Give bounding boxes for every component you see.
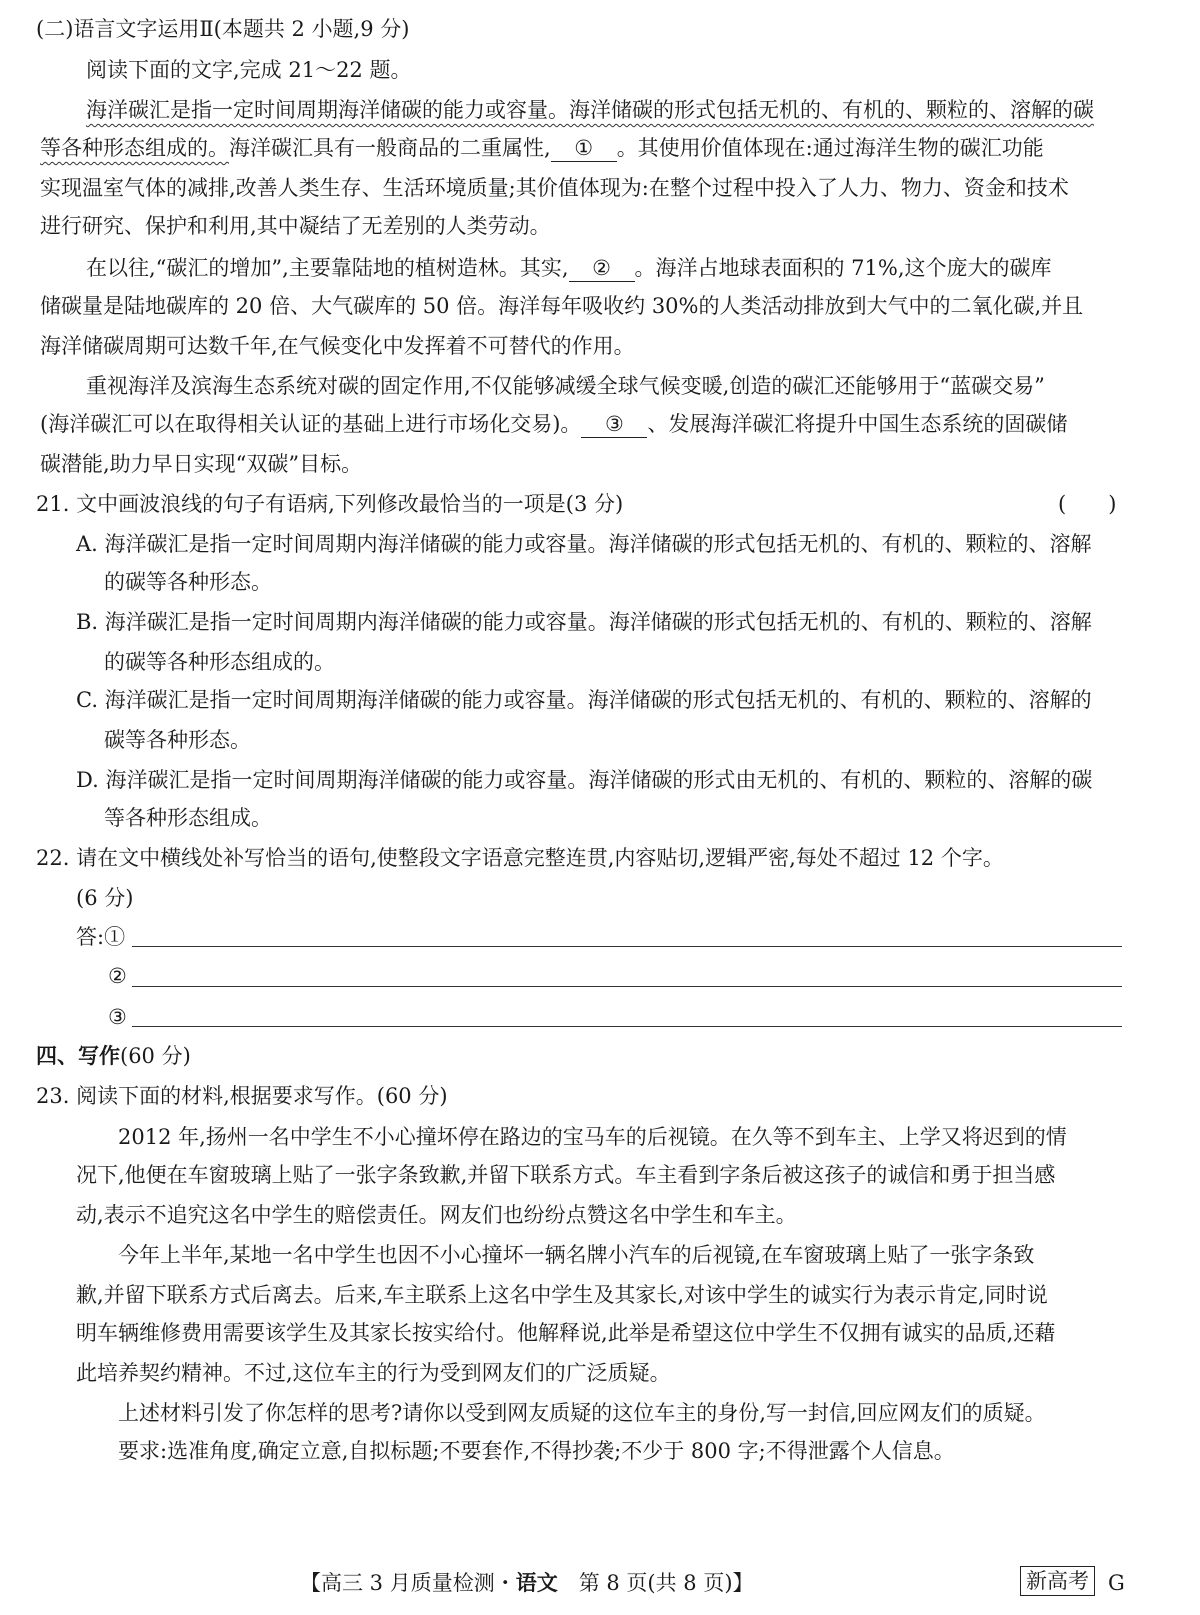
answer-line-2[interactable] — [132, 986, 1122, 987]
p3-text: (海洋碳汇可以在取得相关认证的基础上进行市场化交易)。 — [40, 412, 582, 436]
q22-points: (6 分) — [76, 886, 134, 910]
p1-text: 海洋碳汇具有一般商品的二重属性, — [229, 136, 551, 160]
writing-task: 上述材料引发了你怎样的思考?请你以受到网友质疑的这位车主的身份,写一封信,回应网友们的质疑。 — [118, 1401, 1046, 1425]
q21-option-d: D. 海洋碳汇是指一定时间周期海洋储碳的能力或容量。海洋储碳的形式由无机的、有机的、颗粒的、溶解的碳 — [76, 768, 1093, 792]
p2-text: 在以往,“碳汇的增加”,主要靠陆地的植树造林。其实, — [86, 256, 569, 280]
answer-label-3: ③ — [108, 1005, 127, 1029]
passage-p2-line3: 海洋储碳周期可达数千年,在气候变化中发挥着不可替代的作用。 — [40, 334, 635, 358]
blank-3: ③ — [581, 411, 647, 438]
passage-p1-line2 — [40, 133, 1044, 163]
q21-option-a: A. 海洋碳汇是指一定时间周期内海洋储碳的能力或容量。海洋储碳的形式包括无机的、有机的、颗粒的、溶解 — [76, 532, 1092, 556]
passage-p2-line2: 储碳量是陆地碳库的 20 倍、大气碳库的 50 倍。海洋每年吸收约 30%的人类活动排放到大气中的二氧化碳,并且 — [40, 294, 1084, 318]
page-footer — [300, 1568, 754, 1598]
section-4-header — [36, 1041, 191, 1071]
q21-stem: 21. 文中画波浪线的句子有语病,下列修改最恰当的一项是(3 分) — [36, 492, 624, 516]
passage-p3-line1: 重视海洋及滨海生态系统对碳的固定作用,不仅能够减缓全球气候变暖,创造的碳汇还能够用于“蓝碳交易” — [86, 374, 1045, 398]
q21-option-c: C. 海洋碳汇是指一定时间周期海洋储碳的能力或容量。海洋储碳的形式包括无机的、有机的、颗粒的、溶解的 — [76, 688, 1092, 712]
q21-option-b-cont: 的碳等各种形态组成的。 — [104, 650, 335, 674]
answer-label-1: 答:① — [76, 925, 126, 949]
footer-exam: 【高三 3 月质量检测・ — [300, 1571, 516, 1595]
material-1-line2: 况下,他便在车窗玻璃上贴了一张字条致歉,并留下联系方式。车主看到字条后被这孩子的诚信和勇于担当感 — [76, 1163, 1056, 1187]
q21-option-b: B. 海洋碳汇是指一定时间周期内海洋储碳的能力或容量。海洋储碳的形式包括无机的、有机的、颗粒的、溶解 — [76, 610, 1092, 634]
reading-intro: 阅读下面的文字,完成 21～22 题。 — [86, 58, 412, 82]
passage-p2-line1 — [86, 253, 1052, 283]
q21-option-c-cont: 碳等各种形态。 — [104, 728, 251, 752]
material-2-line1: 今年上半年,某地一名中学生也因不小心撞坏一辆名牌小汽车的后视镜,在车窗玻璃上贴了一张字条致 — [118, 1243, 1035, 1267]
writing-requirements: 要求:选准角度,确定立意,自拟标题;不要套作,不得抄袭;不少于 800 字;不得泄露个人信息。 — [118, 1439, 955, 1463]
passage-p1-line3: 实现温室气体的减排,改善人类生存、生活环境质量;其价值体现为:在整个过程中投入了人力、物力、资金和技术 — [40, 176, 1069, 200]
wavy-sentence-part2: 等各种形态组成的。 — [40, 136, 229, 160]
p2-text-cont: 。海洋占地球表面积的 71%,这个庞大的碳库 — [634, 256, 1052, 280]
q21-option-d-cont: 等各种形态组成。 — [104, 806, 272, 830]
blank-2: ② — [569, 255, 635, 282]
section-4-title: 四、写作 — [36, 1043, 120, 1068]
material-1-line3: 动,表示不追究这名中学生的赔偿责任。网友们也纷纷点赞这名中学生和车主。 — [76, 1203, 797, 1227]
new-gaokao-badge: 新高考 — [1020, 1566, 1095, 1596]
footer-page: 第 8 页(共 8 页)】 — [557, 1571, 754, 1595]
q23-stem: 23. 阅读下面的材料,根据要求写作。(60 分) — [36, 1084, 448, 1108]
passage-p3-line3: 碳潜能,助力早日实现“双碳”目标。 — [40, 452, 363, 476]
material-2-line2: 歉,并留下联系方式后离去。后来,车主联系上这名中学生及其家长,对该中学生的诚实行为表示肯定,同时说 — [76, 1283, 1048, 1307]
material-2-line4: 此培养契约精神。不过,这位车主的行为受到网友们的广泛质疑。 — [76, 1361, 671, 1385]
answer-label-2: ② — [108, 964, 127, 988]
section-4-points: (60 分) — [120, 1044, 191, 1068]
passage-p3-line2 — [40, 409, 1067, 439]
blank-1: ① — [551, 135, 617, 162]
footer-subject: 语文 — [515, 1570, 558, 1595]
answer-line-3[interactable] — [132, 1026, 1122, 1027]
q22-stem: 22. 请在文中横线处补写恰当的语句,使整段文字语意完整连贯,内容贴切,逻辑严密,每处不超过 12 个字。 — [36, 846, 1004, 870]
material-1-line1: 2012 年,扬州一名中学生不小心撞坏停在路边的宝马车的后视镜。在久等不到车主、上学又将迟到的情 — [118, 1125, 1067, 1149]
section-title: (二)语言文字运用Ⅱ(本题共 2 小题,9 分) — [36, 17, 410, 41]
wavy-sentence-part1: 海洋碳汇是指一定时间周期海洋储碳的能力或容量。海洋储碳的形式包括无机的、有机的、颗粒的、溶解的碳 — [86, 98, 1094, 122]
passage-p1-line4: 进行研究、保护和利用,其中凝结了无差别的人类劳动。 — [40, 214, 551, 238]
answer-line-1[interactable] — [132, 946, 1122, 947]
material-2-line3: 明车辆维修费用需要该学生及其家长按实给付。他解释说,此举是希望这位中学生不仅拥有诚实的品质,还藉 — [76, 1321, 1056, 1345]
p1-text-cont: 。其使用价值体现在:通过海洋生物的碳汇功能 — [616, 136, 1044, 160]
q21-answer-paren: ( ) — [1058, 492, 1117, 516]
version-mark: G — [1108, 1571, 1125, 1595]
passage-p1-line1 — [86, 95, 1094, 125]
q21-option-a-cont: 的碳等各种形态。 — [104, 570, 272, 594]
p3-text-cont: 、发展海洋碳汇将提升中国生态系统的固碳储 — [647, 412, 1068, 436]
